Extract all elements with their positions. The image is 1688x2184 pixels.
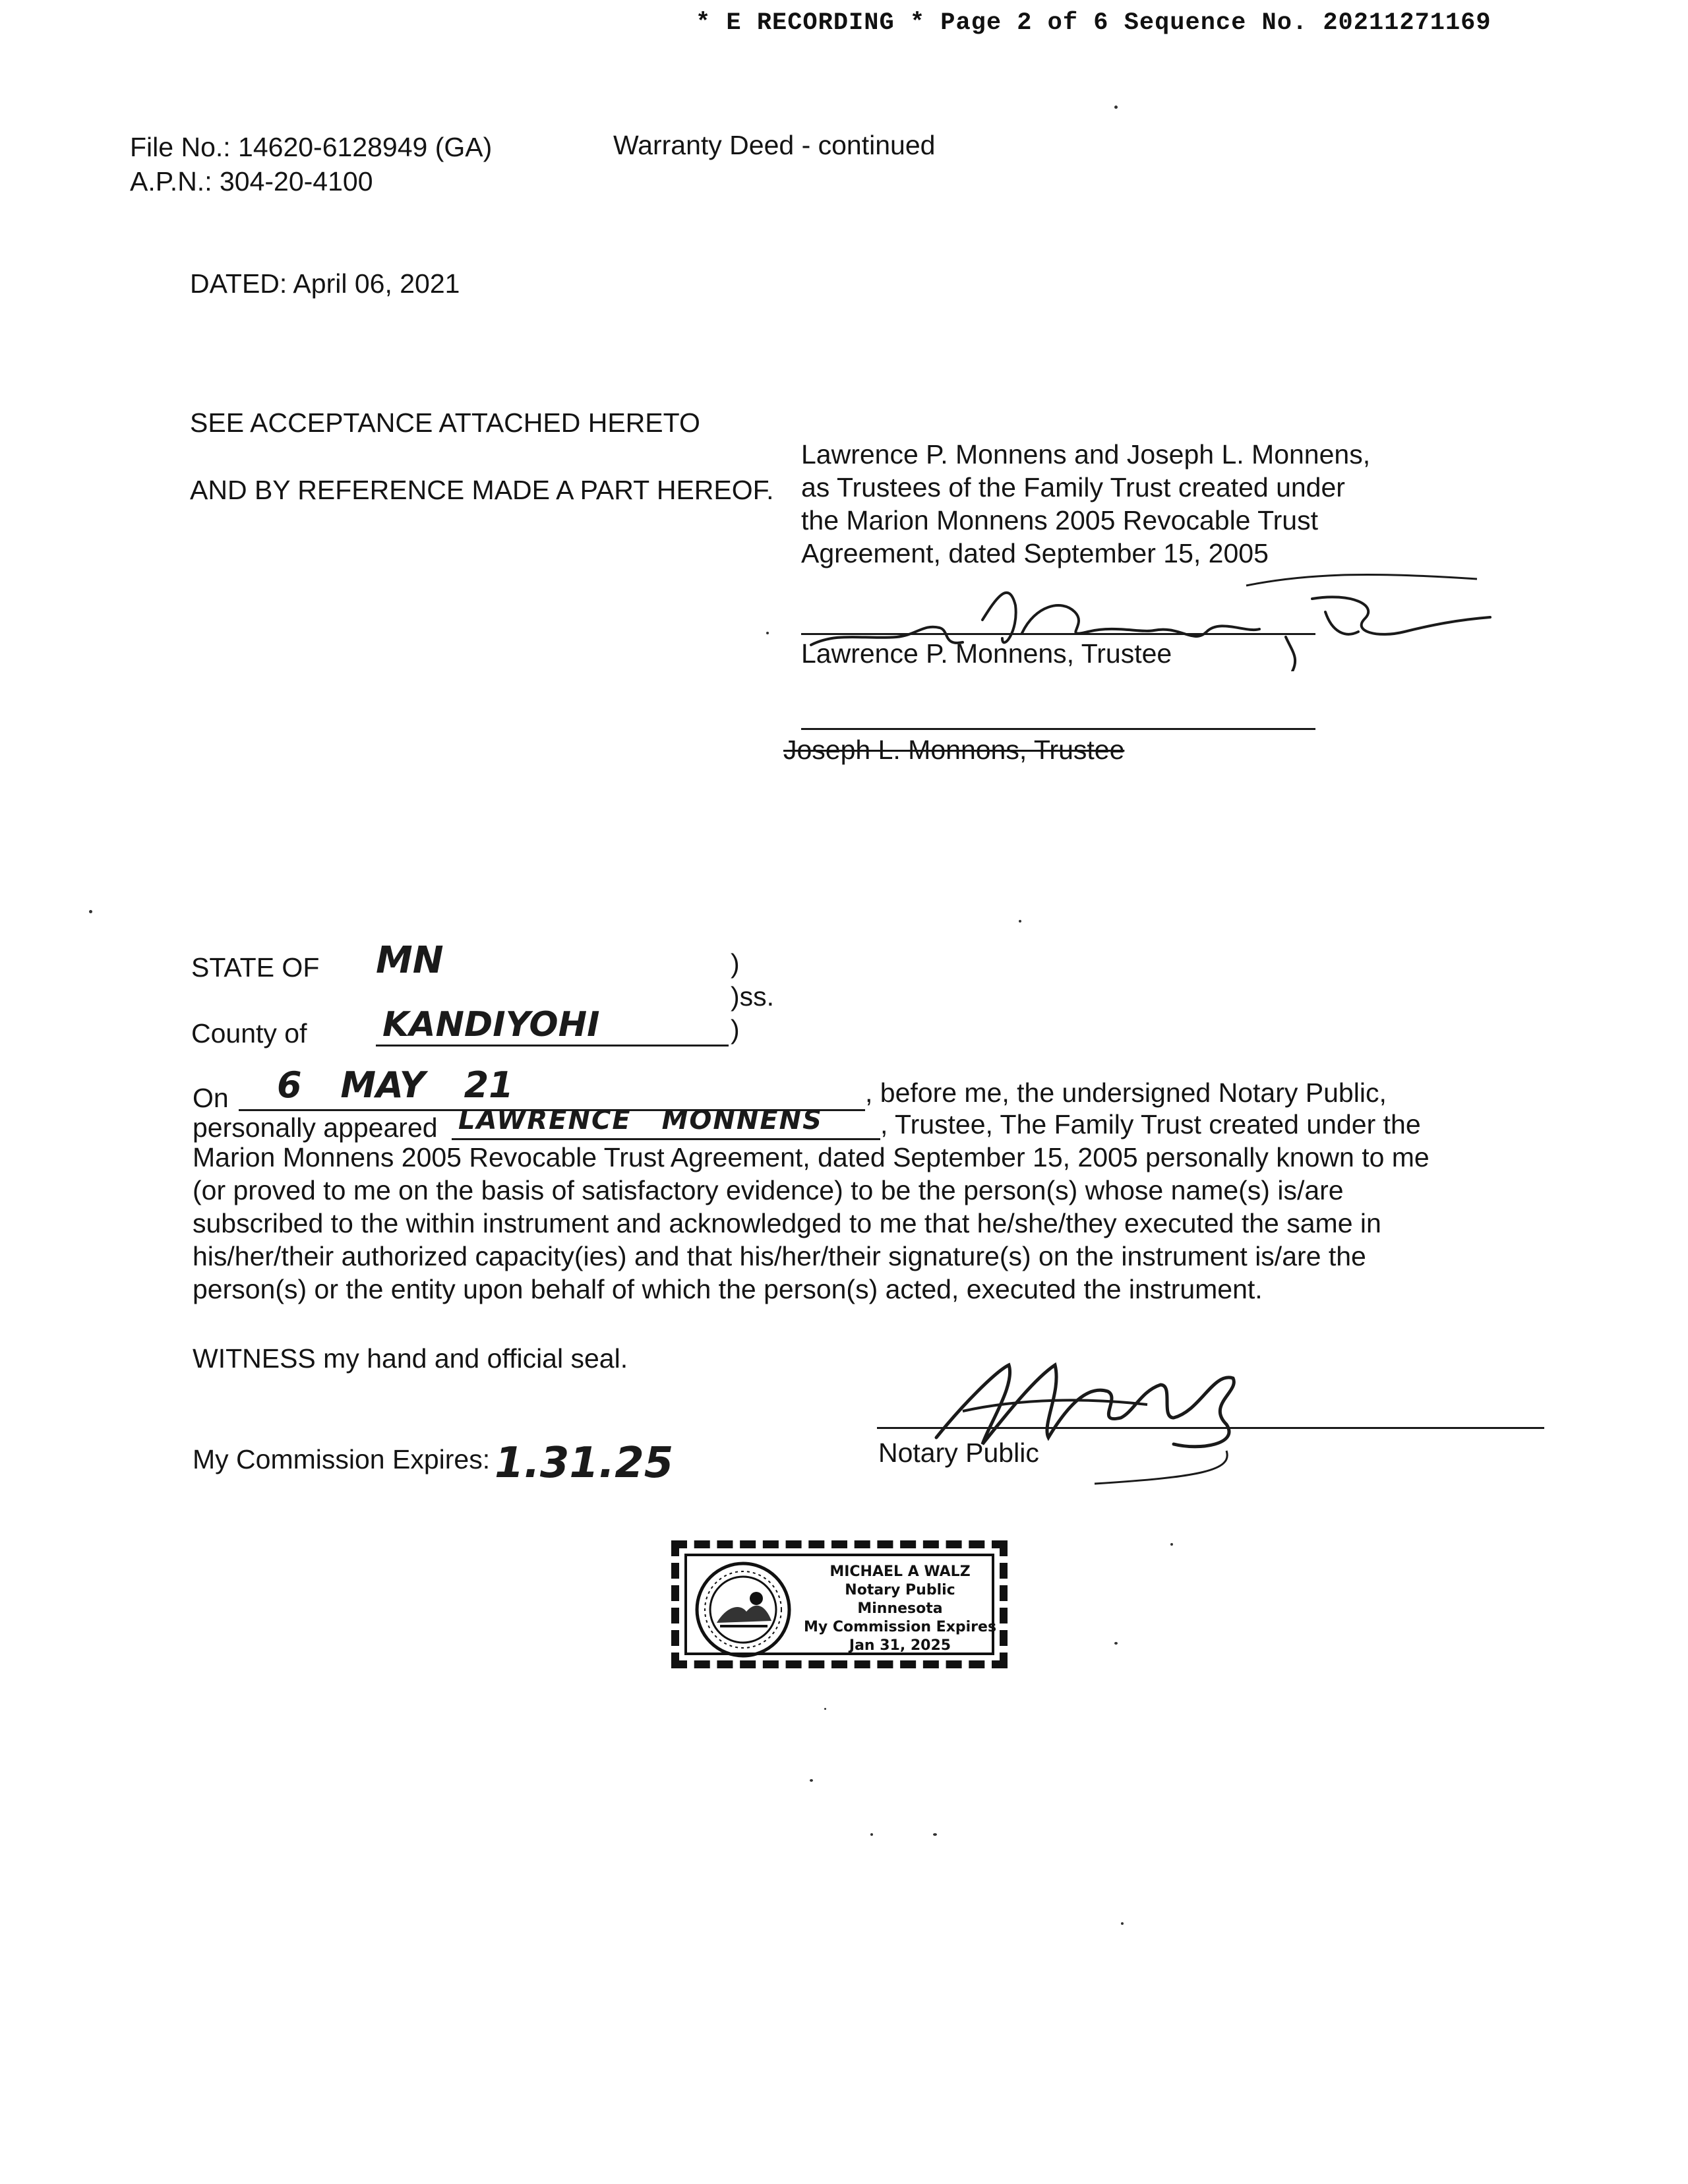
county-label: County of xyxy=(191,1018,307,1048)
dated-line: DATED: April 06, 2021 xyxy=(190,268,460,299)
state-label: STATE OF xyxy=(191,952,320,983)
acceptance-line-2: AND BY REFERENCE MADE A PART HEREOF. xyxy=(190,475,774,505)
ack-date-value: 6 MAY 21 xyxy=(277,1064,514,1106)
acceptance-line-1: SEE ACCEPTANCE ATTACHED HERETO xyxy=(190,408,700,438)
venue-paren-3: ) xyxy=(731,1014,740,1045)
notary-signature xyxy=(923,1345,1266,1497)
notary-stamp xyxy=(671,1540,1008,1668)
scan-speck xyxy=(1114,106,1118,109)
scan-speck xyxy=(810,1779,813,1782)
scan-speck xyxy=(89,910,92,913)
stamp-state: Minnesota xyxy=(857,1600,943,1617)
document-title: Warranty Deed - continued xyxy=(613,130,936,160)
ack-body xyxy=(193,1141,1452,1306)
ack-line-4: his/her/their authorized capacity(ies) and that his/her/their signature(s) on the instrument is/are the xyxy=(193,1241,1366,1271)
county-value: KANDIYOHI xyxy=(382,1005,600,1045)
stamp-name: MICHAEL A WALZ xyxy=(829,1563,971,1580)
scan-speck xyxy=(1019,920,1021,923)
grantor-line-2: as Trustees of the Family Trust created under xyxy=(801,472,1345,502)
trustee-name-2: Joseph L. Monnons, Trustee xyxy=(783,735,1125,765)
scan-speck xyxy=(1114,1642,1118,1645)
county-underline xyxy=(376,1045,729,1046)
commission-label: My Commission Expires: xyxy=(193,1444,491,1474)
scan-speck xyxy=(766,632,769,634)
notary-signature-line xyxy=(877,1427,1544,1429)
ack-after-name: , Trustee, The Family Trust created under the xyxy=(880,1109,1421,1139)
notary-public-label: Notary Public xyxy=(878,1438,1039,1468)
venue-ss: )ss. xyxy=(731,981,775,1012)
ack-personally: personally appeared xyxy=(193,1112,438,1143)
ack-name-underline xyxy=(452,1138,880,1140)
ack-line-3: subscribed to the within instrument and acknowledged to me that he/she/they executed the same in xyxy=(193,1208,1381,1238)
state-value: MN xyxy=(376,939,444,982)
commission-value: 1.31.25 xyxy=(495,1439,674,1488)
witness-line: WITNESS my hand and official seal. xyxy=(193,1343,628,1374)
file-number: File No.: 14620-6128949 (GA) xyxy=(130,132,493,162)
ack-on: On xyxy=(193,1083,229,1113)
scan-speck xyxy=(824,1708,826,1710)
scan-speck xyxy=(870,1833,873,1836)
scan-speck xyxy=(1170,1543,1173,1546)
trustee-signature-line-1 xyxy=(801,633,1315,635)
trustee-name-1: Lawrence P. Monnens, Trustee xyxy=(801,638,1172,669)
scan-speck xyxy=(1121,1922,1124,1925)
scan-speck xyxy=(933,1833,937,1836)
venue-paren-1: ) xyxy=(731,948,740,979)
stamp-expires-label: My Commission Expires xyxy=(803,1619,997,1635)
ack-line-1: Marion Monnens 2005 Revocable Trust Agreement, dated September 15, 2005 personally known to me xyxy=(193,1142,1430,1172)
apn-number: A.P.N.: 304-20-4100 xyxy=(130,166,373,197)
stamp-expires-date: Jan 31, 2025 xyxy=(849,1637,951,1654)
ack-after-date: , before me, the undersigned Notary Public, xyxy=(865,1077,1387,1108)
grantor-line-4: Agreement, dated September 15, 2005 xyxy=(801,538,1269,568)
state-seal-icon xyxy=(694,1560,793,1659)
ack-appeared-name: LAWRENCE MONNENS xyxy=(458,1105,823,1136)
ack-line-2: (or proved to me on the basis of satisfactory evidence) to be the person(s) whose name(s) is/are xyxy=(193,1175,1344,1205)
grantor-line-3: the Marion Monnens 2005 Revocable Trust xyxy=(801,505,1319,535)
stamp-title: Notary Public xyxy=(845,1582,955,1598)
ack-line-5: person(s) or the entity upon behalf of which the person(s) acted, executed the instrument. xyxy=(193,1274,1263,1304)
trustee-signature-line-2 xyxy=(801,728,1315,730)
recording-header: * E RECORDING * Page 2 of 6 Sequence No. 20211271169 xyxy=(696,9,1492,37)
grantor-line-1: Lawrence P. Monnens and Joseph L. Monnens, xyxy=(801,439,1371,470)
